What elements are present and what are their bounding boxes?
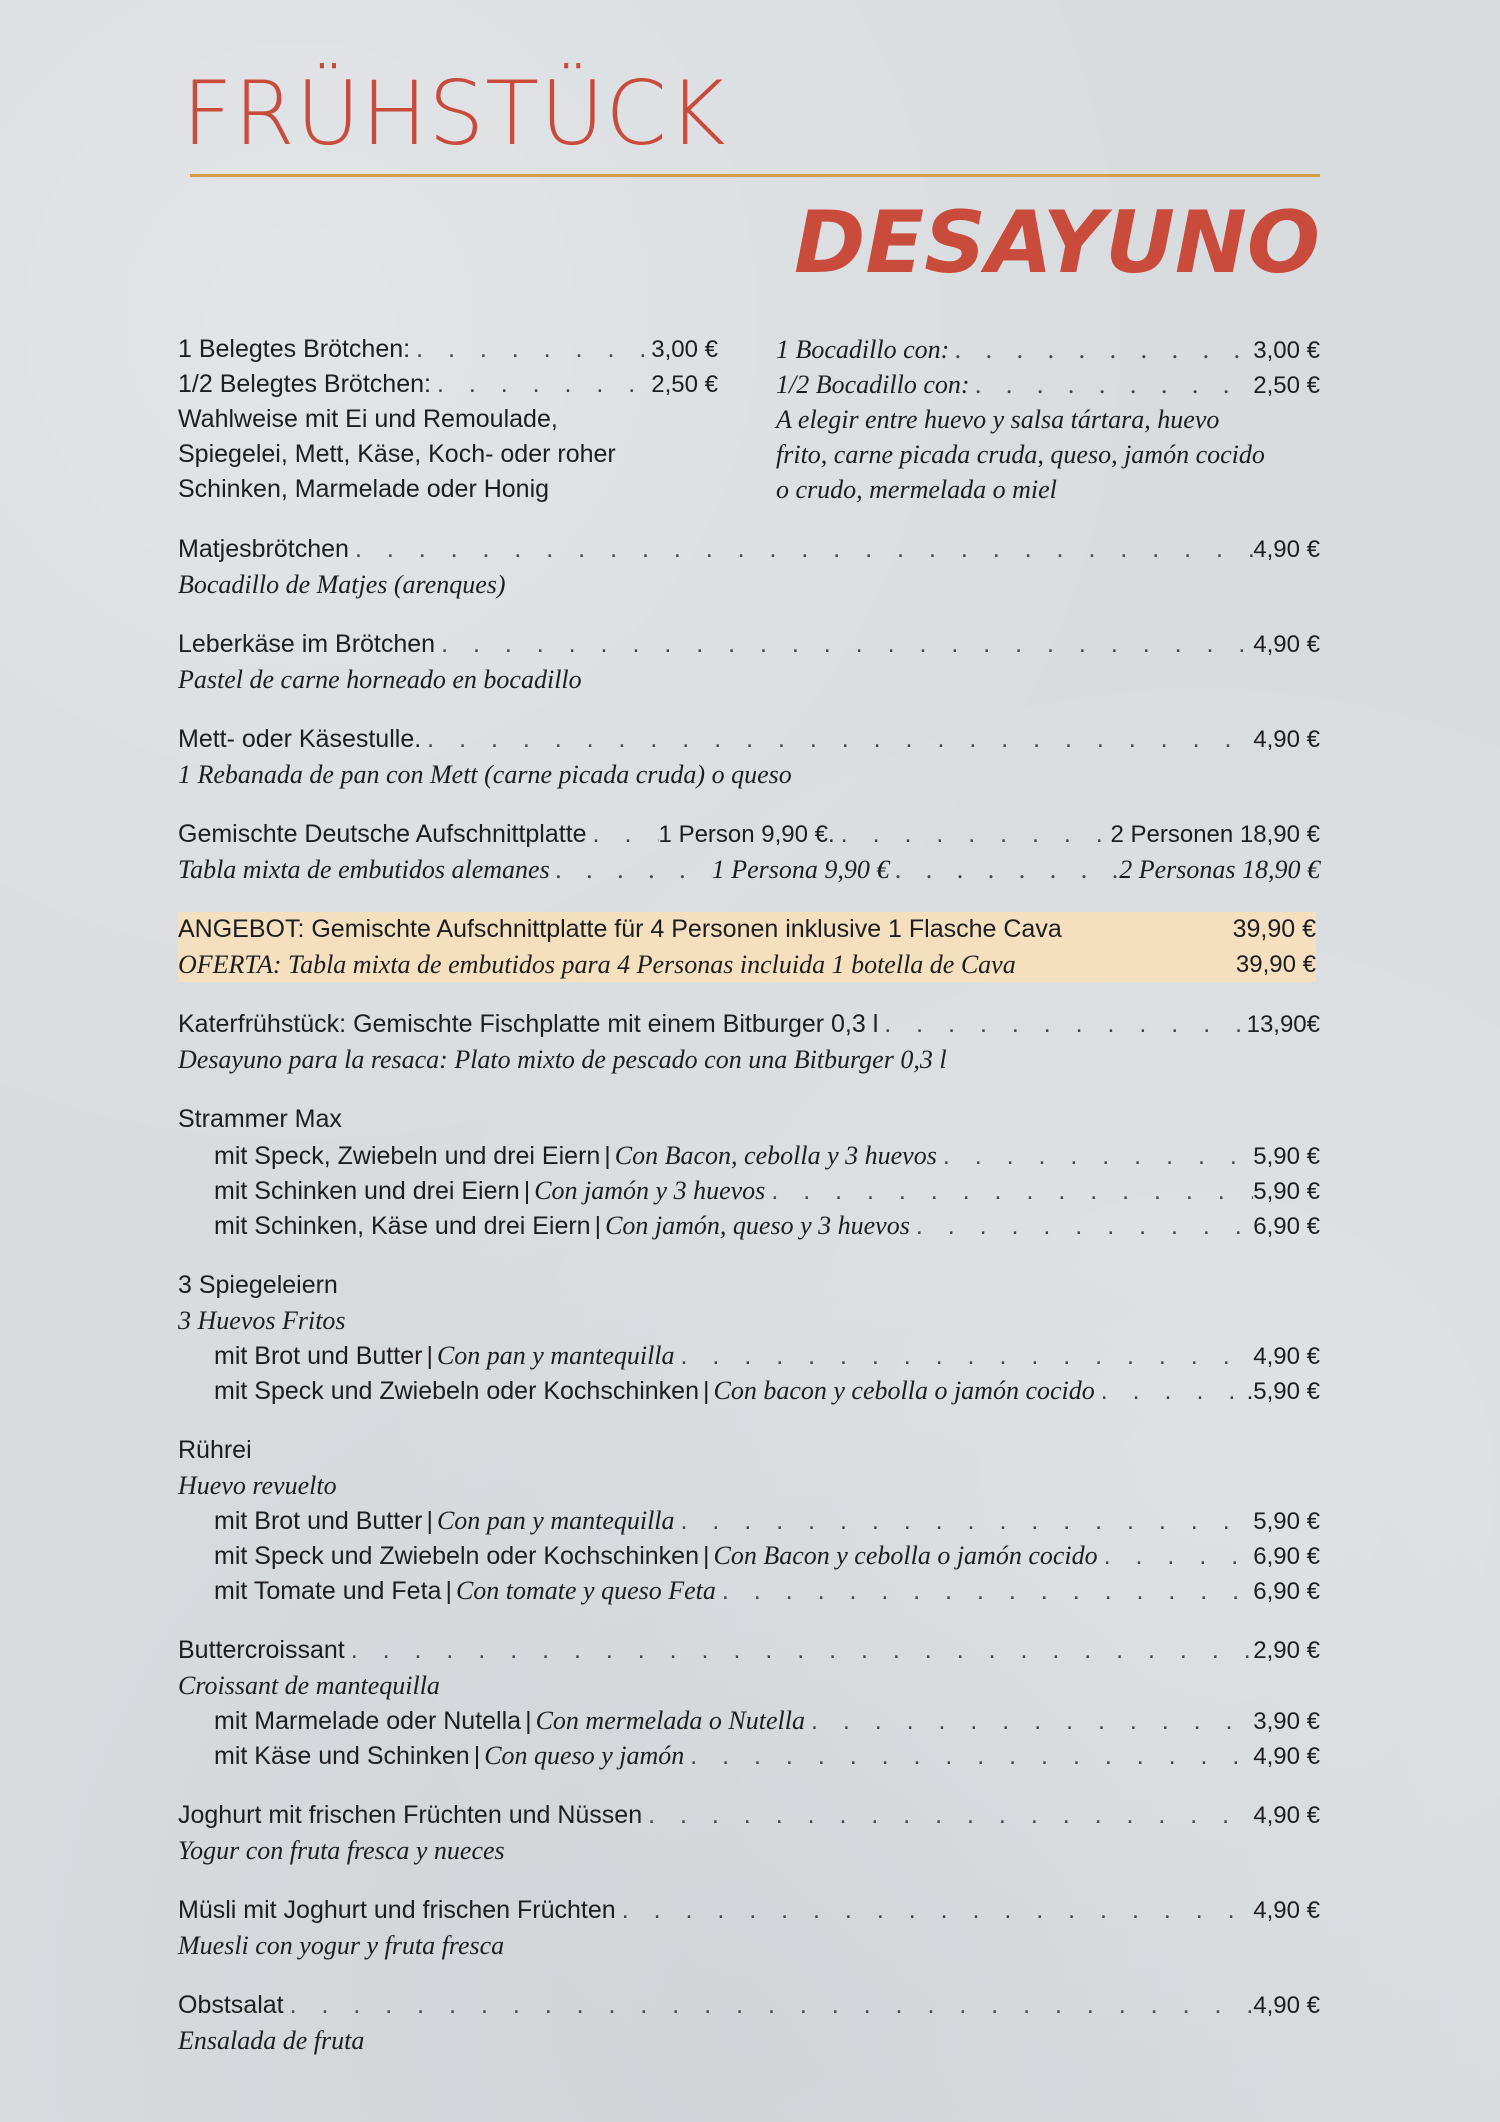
- option-translation: Con queso y jamón: [484, 1741, 685, 1770]
- item-price: 3,90 €: [1253, 1708, 1320, 1735]
- title-spanish: DESAYUNO: [794, 193, 1320, 293]
- menu-item-half-belegtes-broetchen: [178, 367, 718, 402]
- item-label: 1/2 Bocadillo con:: [776, 370, 970, 399]
- option-translation: Con jamón y 3 huevos: [534, 1176, 766, 1205]
- menu-item-belegtes-broetchen: [178, 332, 718, 367]
- offer-german: [178, 912, 1316, 947]
- item-price: .5,90 €: [1246, 1378, 1320, 1405]
- item-label: Buttercroissant: [178, 1636, 345, 1664]
- menu-option: mit Tomate und Feta | Con tomate y queso Feta . . . 6,90 €: [214, 1573, 1320, 1608]
- item-price: 4,90 €: [1253, 1897, 1320, 1924]
- title-divider: [190, 174, 1320, 177]
- menu-item-matjes: [178, 532, 1320, 567]
- item-translation: 3 Huevos Fritos: [178, 1306, 346, 1335]
- item-price: 2,90 €: [1253, 1637, 1320, 1664]
- option-label: mit Speck und Zwiebeln oder Kochschinken: [214, 1377, 699, 1405]
- menu-item-bocadillo: [776, 332, 1320, 367]
- menu-item-buttercroissant: [178, 1633, 1320, 1668]
- item-price: 5,90 €: [1253, 1508, 1320, 1535]
- offer-spanish: [178, 947, 1316, 982]
- item-price: 3,00 €: [1253, 337, 1320, 364]
- offer-label: OFERTA: Tabla mixta de embutidos para 4 Personas incluida 1 botella de Cava: [178, 950, 1016, 979]
- item-label: Joghurt mit frischen Früchten und Nüssen: [178, 1801, 643, 1829]
- item-label: Gemischte Deutsche Aufschnittplatte: [178, 820, 587, 848]
- item-price: 6,90 €: [1253, 1543, 1320, 1570]
- item-price: 4,90 €: [1253, 631, 1320, 658]
- option-translation: Con jamón, queso y 3 huevos: [605, 1211, 910, 1240]
- item-price: 3,00 €: [651, 336, 718, 363]
- menu-item-obstsalat: [178, 1988, 1320, 2023]
- option-translation: Con tomate y queso Feta: [455, 1576, 716, 1605]
- option-translation: Con bacon y cebolla o jamón cocido: [713, 1376, 1095, 1405]
- item-price: 4,90 €: [1253, 536, 1320, 563]
- menu-option: mit Käse und Schinken | Con queso y jamón . . . 4,90 €: [214, 1738, 1320, 1773]
- item-price: 2,50 €: [651, 371, 718, 398]
- option-label: mit Brot und Butter: [214, 1507, 423, 1535]
- item-description: Wahlweise mit Ei und Remoulade,: [178, 405, 558, 433]
- item-translation: 1 Rebanada de pan con Mett (carne picada cruda) o queso: [178, 760, 792, 789]
- item-price: 5,90 €: [1253, 1143, 1320, 1170]
- item-description: Schinken, Marmelade oder Honig: [178, 475, 550, 503]
- item-label: Matjesbrötchen: [178, 535, 349, 563]
- item-price: 6,90 €: [1253, 1213, 1320, 1240]
- item-price: 4,90 €: [1253, 1802, 1320, 1829]
- option-translation: Con pan y mantequilla: [436, 1506, 675, 1535]
- option-label: mit Speck und Zwiebeln oder Kochschinken: [214, 1542, 699, 1570]
- item-label: Tabla mixta de embutidos alemanes: [178, 855, 550, 884]
- item-price-two-persons: 2 Personen 18,90 €: [1110, 821, 1320, 848]
- menu-option: mit Marmelade oder Nutella | Con mermelada o Nutella . . . 3,90 €: [214, 1703, 1320, 1738]
- item-label: Obstsalat: [178, 1991, 284, 2019]
- item-price: 4,90 €: [1253, 1343, 1320, 1370]
- menu-item-joghurt: [178, 1798, 1320, 1833]
- option-translation: Con mermelada o Nutella: [535, 1706, 805, 1735]
- item-description: o crudo, mermelada o miel: [776, 475, 1057, 504]
- item-label: Müsli mit Joghurt und frischen Früchten: [178, 1896, 616, 1924]
- menu-item-leberkaese: [178, 627, 1320, 662]
- item-description: Spiegelei, Mett, Käse, Koch- oder roher: [178, 440, 616, 468]
- menu-option: mit Speck und Zwiebeln oder Kochschinken | Con bacon y cebolla o jamón cocido . . . .5,90 €: [214, 1373, 1320, 1408]
- item-description: A elegir entre huevo y salsa tártara, huevo: [776, 405, 1220, 434]
- option-label: mit Speck, Zwiebeln und drei Eiern: [214, 1142, 601, 1170]
- item-translation: Desayuno para la resaca: Plato mixto de pescado con una Bitburger 0,3 l: [178, 1045, 947, 1074]
- item-label: Mett- oder Käsestulle.: [178, 725, 422, 753]
- item-price: 4,90 €: [1253, 1743, 1320, 1770]
- option-label: mit Marmelade oder Nutella: [214, 1707, 522, 1735]
- menu-option: mit Speck und Zwiebeln oder Kochschinken | Con Bacon y cebolla o jamón cocido . . . 6,90 €: [214, 1538, 1320, 1573]
- item-price: 13,90€: [1246, 1011, 1320, 1038]
- item-price: 4,90 €: [1253, 726, 1320, 753]
- item-translation: Bocadillo de Matjes (arenques): [178, 570, 506, 599]
- menu-item-half-bocadillo: [776, 367, 1320, 402]
- item-price: 5,90 €: [1253, 1178, 1320, 1205]
- option-label: mit Tomate und Feta: [214, 1577, 442, 1605]
- item-price-one-person: 1 Person 9,90 €.: [658, 821, 835, 848]
- item-translation: Yogur con fruta fresca y nueces: [178, 1836, 505, 1865]
- menu-option: mit Schinken, Käse und drei Eiern | Con jamón, queso y 3 huevos . . . 6,90 €: [214, 1208, 1320, 1243]
- item-description: frito, carne picada cruda, queso, jamón cocido: [776, 440, 1265, 469]
- item-translation: Pastel de carne horneado en bocadillo: [178, 665, 582, 694]
- offer-label: ANGEBOT: Gemischte Aufschnittplatte für 4 Personen inklusive 1 Flasche Cava: [178, 915, 1062, 943]
- item-label: 1 Belegtes Brötchen:: [178, 335, 411, 363]
- item-price: 6,90 €: [1253, 1578, 1320, 1605]
- item-translation: Ensalada de fruta: [178, 2026, 365, 2055]
- option-translation: Con pan y mantequilla: [436, 1341, 675, 1370]
- option-label: mit Schinken, Käse und drei Eiern: [214, 1212, 591, 1240]
- item-label: 1 Bocadillo con:: [776, 335, 950, 364]
- menu-item-muesli: [178, 1893, 1320, 1928]
- menu-group-strammer-max: Strammer Max: [178, 1105, 342, 1133]
- item-price: 4,90 €: [1253, 1992, 1320, 2019]
- menu-item-katerfruehstueck: [178, 1007, 1320, 1042]
- item-label: Katerfrühstück: Gemischte Fischplatte mit einem Bitburger 0,3 l: [178, 1010, 879, 1038]
- item-price-two-persons: 2 Personas 18,90 €: [1119, 855, 1320, 884]
- option-translation: Con Bacon y cebolla o jamón cocido: [713, 1541, 1098, 1570]
- menu-item-aufschnitt-translation: [178, 852, 1320, 887]
- item-translation: Croissant de mantequilla: [178, 1671, 440, 1700]
- option-translation: Con Bacon, cebolla y 3 huevos: [614, 1141, 937, 1170]
- menu-option: mit Speck, Zwiebeln und drei Eiern | Con Bacon, cebolla y 3 huevos . . . 5,90 €: [214, 1138, 1320, 1173]
- menu-group-spiegeleier: 3 Spiegeleiern: [178, 1271, 338, 1299]
- title-german: FRÜHSTÜCK: [182, 62, 727, 165]
- menu-group-ruehrei: Rührei: [178, 1436, 252, 1464]
- menu-option: mit Schinken und drei Eiern | Con jamón y 3 huevos . . . 5,90 €: [214, 1173, 1320, 1208]
- item-price-one-person: 1 Persona 9,90 €: [711, 855, 890, 884]
- item-translation: Huevo revuelto: [178, 1471, 337, 1500]
- item-label: Leberkäse im Brötchen: [178, 630, 436, 658]
- menu-item-aufschnitt: [178, 817, 1320, 852]
- item-price: 2,50 €: [1253, 372, 1320, 399]
- option-label: mit Schinken und drei Eiern: [214, 1177, 520, 1205]
- menu-item-mett: [178, 722, 1320, 757]
- offer-price: 39,90 €: [1232, 915, 1316, 943]
- option-label: mit Käse und Schinken: [214, 1742, 470, 1770]
- menu-option: mit Brot und Butter | Con pan y mantequilla . . . 5,90 €: [214, 1503, 1320, 1538]
- item-label: 1/2 Belegtes Brötchen:: [178, 370, 431, 398]
- option-label: mit Brot und Butter: [214, 1342, 423, 1370]
- offer-price: 39,90 €: [1235, 951, 1316, 978]
- menu-option: mit Brot und Butter | Con pan y mantequilla . . . 4,90 €: [214, 1338, 1320, 1373]
- item-translation: Muesli con yogur y fruta fresca: [178, 1931, 505, 1960]
